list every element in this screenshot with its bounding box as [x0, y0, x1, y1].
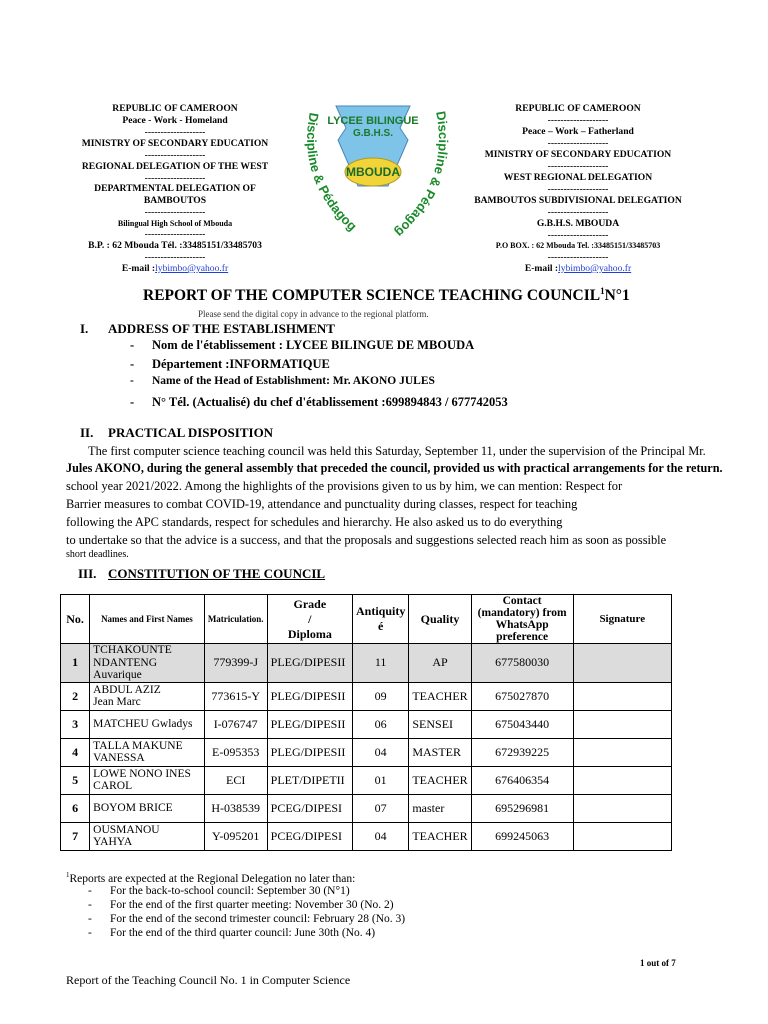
- cell-no: 3: [61, 710, 90, 738]
- bullet: -: [130, 375, 134, 387]
- footnote-intro: [66, 871, 355, 885]
- hl-sep: -------------------: [144, 252, 206, 263]
- hr-school: G.B.H.S. MBOUDA: [536, 218, 620, 229]
- cell-name: [90, 644, 205, 683]
- school-logo: [288, 100, 458, 240]
- name-l2: CAROL: [93, 780, 133, 793]
- th-signature: Signature: [573, 595, 671, 644]
- cell-grade: PLET/DIPETII: [267, 766, 352, 794]
- cell-quality: SENSEI: [409, 710, 471, 738]
- address-item: [130, 338, 474, 353]
- hl-sep: -------------------: [144, 173, 206, 184]
- footnote-item-text: For the back-to-school council: September 30 (N°1): [110, 885, 350, 897]
- hr-sep: -------------------: [547, 138, 609, 149]
- paragraph-line: following the APC standards, respect for schedules and hierarchy. He also asked us to do everything: [66, 515, 563, 529]
- footnote-item-text: For the end of the third quarter council: June 30th (No. 4): [110, 927, 376, 939]
- hl-dept2: BAMBOUTOS: [143, 195, 207, 206]
- section-2-num: II.: [80, 425, 94, 440]
- hl-sep: -------------------: [144, 150, 206, 161]
- hl-sep: -------------------: [144, 127, 206, 138]
- th-antiq-l2: é: [378, 619, 384, 633]
- name-l1: TCHAKOUNTE: [93, 644, 172, 656]
- footnote-item-text: For the end of the second trimester council: February 28 (No. 3): [110, 913, 406, 925]
- cell-name: [90, 822, 205, 850]
- dash: -: [88, 885, 92, 897]
- section-1-heading: [80, 321, 335, 337]
- cell-contact: 695296981: [471, 794, 573, 822]
- th-names: Names and First Names: [90, 595, 205, 644]
- hr-motto: Peace – Work – Fatherland: [522, 126, 634, 137]
- footnote-item: [88, 913, 405, 925]
- item-text: N° Tél. (Actualisé) du chef d'établissement :699894843 / 677742053: [152, 395, 508, 409]
- footnote-item: [88, 885, 350, 897]
- dash: -: [88, 899, 92, 911]
- cell-contact: 699245063: [471, 822, 573, 850]
- hr-sep: -------------------: [547, 115, 609, 126]
- hr-email-line: [468, 264, 688, 274]
- section-1-num: I.: [80, 321, 89, 336]
- cell-signature: [573, 710, 671, 738]
- cell-contact: 675043440: [471, 710, 573, 738]
- name-l1: MATCHEU Gwladys: [93, 718, 193, 731]
- th-antiq-l1: Antiquity: [355, 604, 406, 618]
- logo-center-text: MBOUDA: [346, 165, 400, 179]
- cell-signature: [573, 644, 671, 683]
- cell-grade: PCEG/DIPESI: [267, 822, 352, 850]
- cell-matric: I-076747: [204, 710, 267, 738]
- hr-sep: -------------------: [547, 230, 609, 241]
- logo-right-arc: Discipline & Pédagog: [392, 110, 451, 240]
- cell-quality: TEACHER: [409, 822, 471, 850]
- table-row: [61, 766, 672, 794]
- bullet: -: [130, 395, 135, 409]
- cell-antiquity: 01: [352, 766, 408, 794]
- section-2-heading: [80, 425, 273, 441]
- th-grade-l2: /: [308, 611, 312, 626]
- title-number: N°1: [604, 287, 630, 305]
- cell-matric: ECI: [204, 766, 267, 794]
- name-l1: OUSMANOU YAHYA: [93, 823, 160, 849]
- table-row: [61, 822, 672, 850]
- hl-email-label: E-mail :: [121, 263, 156, 274]
- cell-contact: 676406354: [471, 766, 573, 794]
- hl-email-link[interactable]: lybimbo@yahoo.fr: [155, 263, 229, 274]
- cell-name: [90, 766, 205, 794]
- table-row: [61, 682, 672, 710]
- section-1-title: ADDRESS OF THE ESTABLISHMENT: [108, 321, 335, 336]
- section-2-title: PRACTICAL DISPOSITION: [108, 425, 274, 440]
- name-l1: LOWE NONO INES: [93, 767, 191, 780]
- th-grade-l1: Grade: [293, 596, 327, 611]
- bullet: -: [130, 338, 135, 352]
- hl-address: B.P. : 62 Mbouda Tél. :33485151/33485703: [88, 240, 262, 251]
- cell-no: 1: [61, 644, 90, 683]
- page-number: 1 out of 7: [640, 958, 676, 968]
- th-quality: Quality: [409, 595, 471, 644]
- hr-region: WEST REGIONAL DELEGATION: [503, 172, 653, 183]
- hl-school: Bilingual High School of Mbouda: [117, 219, 233, 228]
- table-row: [61, 710, 672, 738]
- cell-quality: TEACHER: [409, 682, 471, 710]
- cell-contact: 675027870: [471, 682, 573, 710]
- footnote-item-text: For the end of the first quarter meeting: November 30 (No. 2): [110, 899, 394, 911]
- cell-no: 4: [61, 738, 90, 766]
- cell-grade: PLEG/DIPESII: [267, 682, 352, 710]
- table-row: [61, 738, 672, 766]
- cell-signature: [573, 766, 671, 794]
- hr-email-link[interactable]: lybimbo@yahoo.fr: [558, 263, 632, 274]
- paragraph-line: The first computer science teaching council was held this Saturday, September 11, under the supervision of the Principal Mr.: [88, 444, 706, 458]
- dash: -: [88, 927, 92, 939]
- cell-no: 6: [61, 794, 90, 822]
- cell-matric: Y-095201: [204, 822, 267, 850]
- cell-signature: [573, 822, 671, 850]
- page-footer: Report of the Teaching Council No. 1 in Computer Science: [66, 973, 351, 987]
- cell-signature: [573, 682, 671, 710]
- name-l1: TALLA MAKUNE: [93, 739, 183, 752]
- hr-ministry: MINISTRY OF SECONDARY EDUCATION: [484, 149, 672, 160]
- hl-sep: -------------------: [144, 229, 206, 240]
- cell-name: [90, 682, 205, 710]
- hl-sep: -------------------: [144, 207, 206, 218]
- council-table: [60, 594, 672, 851]
- cell-no: 5: [61, 766, 90, 794]
- footnote-item: [88, 899, 394, 911]
- title-text: REPORT OF THE COMPUTER SCIENCE TEACHING COUNCIL: [143, 287, 601, 305]
- item-text: Nom de l'établissement : LYCEE BILINGUE DE MBOUDA: [152, 338, 475, 352]
- table-header-row: [61, 595, 672, 644]
- th-grade: [267, 595, 352, 644]
- address-item: [130, 395, 508, 410]
- cell-name: [90, 738, 205, 766]
- cell-antiquity: 11: [352, 644, 408, 683]
- cell-matric: 779399-J: [204, 644, 267, 683]
- cell-contact: 677580030: [471, 644, 573, 683]
- footnote-mark: 1: [66, 871, 70, 879]
- paragraph-line: school year 2021/2022. Among the highlights of the provisions given to us by him, we can mention: Respect for: [66, 479, 623, 493]
- address-item: [130, 375, 435, 387]
- hl-dept: DEPARTMENTAL DELEGATION OF: [94, 183, 256, 194]
- cell-quality: MASTER: [409, 738, 471, 766]
- table-row: [61, 794, 672, 822]
- logo-top-text: LYCEE BILINGUE: [327, 115, 419, 127]
- hr-sep: -------------------: [547, 252, 609, 263]
- item-text: Département :INFORMATIQUE: [152, 357, 330, 371]
- bullet: -: [130, 357, 135, 371]
- cell-name: [90, 710, 205, 738]
- hr-address: P.O BOX. : 62 Mbouda Tel. :33485151/33485703: [495, 241, 661, 250]
- hl-email-line: [70, 264, 280, 274]
- cell-antiquity: 07: [352, 794, 408, 822]
- cell-no: 2: [61, 682, 90, 710]
- th-contact: Contact (mandatory) from WhatsApp preference: [471, 595, 573, 644]
- cell-antiquity: 09: [352, 682, 408, 710]
- report-title: [143, 286, 630, 305]
- hl-region: REGIONAL DELEGATION OF THE WEST: [81, 161, 269, 172]
- cell-contact: 672939225: [471, 738, 573, 766]
- header-left: [70, 104, 280, 276]
- hl-country: REPUBLIC OF CAMEROON: [112, 103, 238, 114]
- footnote-item: [88, 927, 375, 939]
- cell-quality: TEACHER: [409, 766, 471, 794]
- table-row: [61, 644, 672, 683]
- section-3-num: III.: [78, 566, 97, 581]
- title-note: Please send the digital copy in advance to the regional platform.: [198, 309, 429, 319]
- cell-grade: PLEG/DIPESII: [267, 710, 352, 738]
- hl-motto: Peace - Work - Homeland: [122, 115, 228, 126]
- address-item: [130, 357, 330, 372]
- cell-signature: [573, 794, 671, 822]
- cell-name: [90, 794, 205, 822]
- cell-signature: [573, 738, 671, 766]
- hr-country: REPUBLIC OF CAMEROON: [515, 103, 641, 114]
- cell-antiquity: 06: [352, 710, 408, 738]
- cell-quality: AP: [409, 644, 471, 683]
- name-l1: BOYOM BRICE: [93, 802, 173, 815]
- cell-grade: PLEG/DIPESII: [267, 738, 352, 766]
- hr-email-label: E-mail :: [524, 263, 559, 274]
- hr-sep: -------------------: [547, 161, 609, 172]
- cell-quality: master: [409, 794, 471, 822]
- cell-grade: PCEG/DIPESI: [267, 794, 352, 822]
- header-right: [468, 104, 688, 276]
- section-3-heading: [78, 566, 325, 582]
- cell-antiquity: 04: [352, 822, 408, 850]
- th-matriculation: Matriculation.: [204, 595, 267, 644]
- name-l2: NDANTENG Auvarique: [93, 656, 158, 682]
- dash: -: [88, 913, 92, 925]
- name-l1: ABDUL AZIZ: [93, 683, 161, 696]
- name-l2: Jean Marc: [93, 696, 141, 709]
- paragraph-line: short deadlines.: [66, 549, 129, 560]
- footnote-text: Reports are expected at the Regional Delegation no later than:: [69, 872, 356, 885]
- cell-matric: H-038539: [204, 794, 267, 822]
- hl-ministry: MINISTRY OF SECONDARY EDUCATION: [81, 138, 269, 149]
- paragraph-line: Jules AKONO, during the general assembly that preceded the council, provided us with practical arrangements for the return.: [66, 461, 723, 475]
- hr-subdiv: BAMBOUTOS SUBDIVISIONAL DELEGATION: [474, 195, 682, 206]
- th-no: No.: [61, 595, 90, 644]
- title-footnote-mark: 1: [600, 286, 605, 296]
- cell-no: 7: [61, 822, 90, 850]
- item-text: Name of the Head of Establishment: Mr. AKONO JULES: [152, 375, 435, 387]
- logo-left-arc: Discipline & Pédagog: [304, 111, 360, 234]
- cell-grade: PLEG/DIPESII: [267, 644, 352, 683]
- logo-sub-text: G.B.H.S.: [352, 128, 394, 139]
- section-3-title: CONSTITUTION OF THE COUNCIL: [108, 566, 326, 581]
- cell-antiquity: 04: [352, 738, 408, 766]
- th-antiquity: [352, 595, 408, 644]
- paragraph-line: to undertake so that the advice is a success, and that the proposals and suggestions selected reach him as soon as possible: [66, 533, 667, 547]
- name-l2: VANESSA: [93, 752, 145, 765]
- hr-sep: -------------------: [547, 207, 609, 218]
- cell-matric: E-095353: [204, 738, 267, 766]
- paragraph-line: Barrier measures to combat COVID-19, attendance and punctuality during classes, respect for teaching: [66, 497, 578, 511]
- cell-matric: 773615-Y: [204, 682, 267, 710]
- th-grade-l3: Diploma: [287, 626, 332, 641]
- hr-sep: -------------------: [547, 184, 609, 195]
